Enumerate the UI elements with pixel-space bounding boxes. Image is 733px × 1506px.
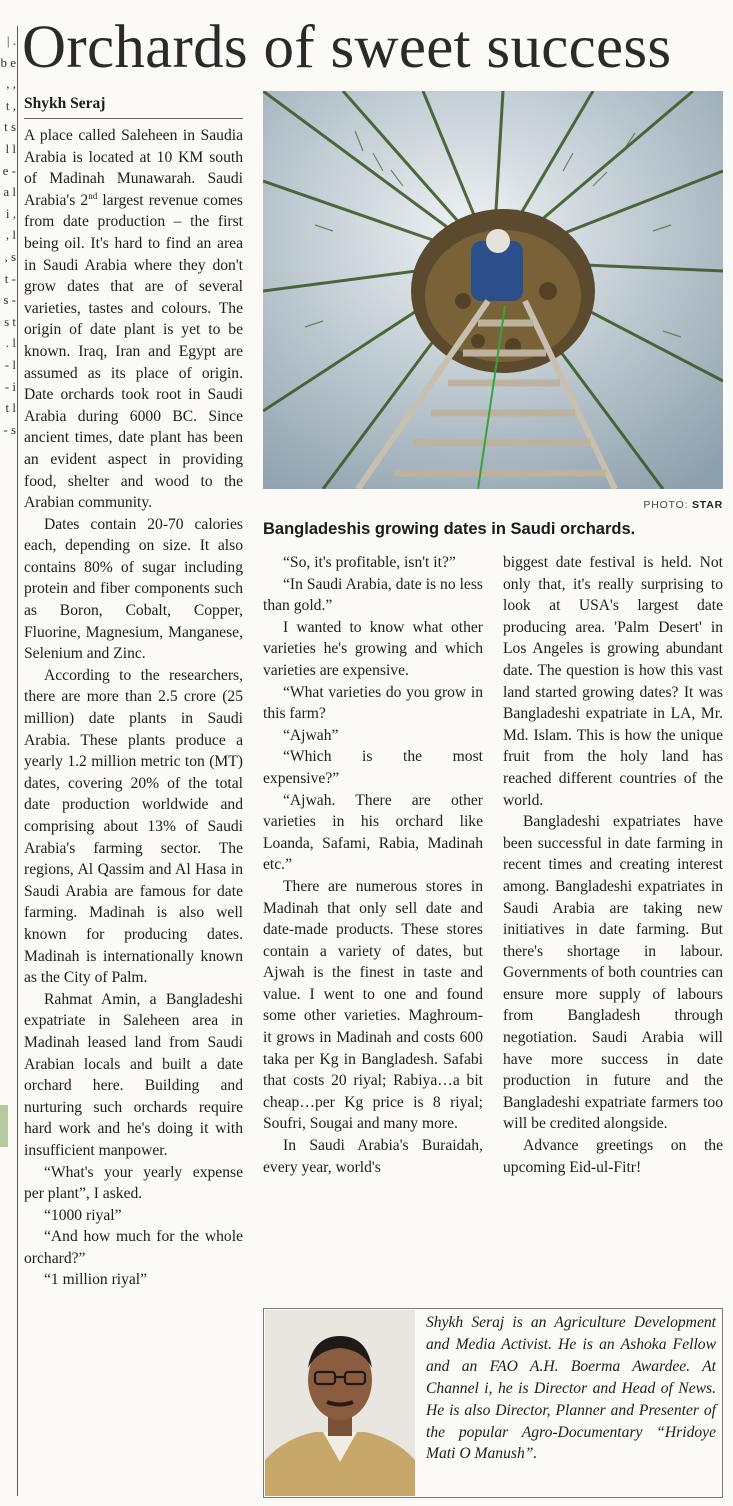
byline: Shykh Seraj [24, 95, 106, 112]
author-bio: Shykh Seraj is an Agriculture Development and Media Activist. He is an Ashoka Fellow and an FAO A.H. Boerma Awardee. At Channel i, he is Director and Head of News. He is also Director, Planner and Presenter of the popular Agro-Documentary “Hridoye Mati O Manush”. [426, 1314, 716, 1463]
adjacent-column-fragment: | . b e , , t , t s l l e - a l i , , l , s t - s - s t . l - l - i t l - s [0, 33, 16, 437]
article-column-1 [24, 125, 243, 1500]
paragraph: According to the researchers, there are more than 2.5 crore (25 million) date plants in Saudi Arabia. These plants produce a yearly 1.2 million metric ton (MT) dates, covering 20% of the total date production worldwide and comprising about 13% of Saudi Arabia's farming sector. The regions, Al Qassim and Al Hasa in Saudi Arabia are famous for date farming. Madinah is also well known for producing dates. Madinah is internationally known as the City of Palm. [24, 666, 243, 987]
column-divider [17, 26, 18, 1496]
author-portrait [265, 1310, 415, 1496]
palm-tree-ladder-photo [263, 91, 723, 489]
byline-rule [24, 118, 243, 119]
paragraph: “And how much for the whole orchard?” [24, 1228, 243, 1267]
paragraph: Rahmat Amin, a Bangladeshi expatriate in Saleheen area in Madinah leased land from Saudi Arabian locals and built a date orchard here. Building and nurturing such orchards require hard work and he's doing it with insufficient manpower. [24, 990, 243, 1159]
paragraph: A place called Saleheen in Saudia Arabia is located at 10 KM south of Madinah Munawarah. Saudi Arabia's 2nd largest revenue comes from date production – the first being oil. It's hard to find an area in Saudi Arabia where they don't grow dates that are of several varieties, tastes and colours. The origin of date plant is yet to be known. Iraq, Iran and Egypt are assumed as its place of origin. Date orchards took root in Saudi Arabia during 6000 BC. Since ancient times, date plant has been an evident aspect in providing food, shelter and wood to the Arabian community. [24, 127, 243, 512]
paragraph: Bangladeshi expatriates have been successful in date farming in recent times and creating interest among. Bangladeshi expatriates in Saudi Arabia are taking new initiatives in date farming. But there's shortage in labour. Governments of both countries can ensure more supply of labours from Bangladesh through negotiation. Saudi Arabia will have more success in date production in future and the Bangladeshi expatriate farmers too will be credited alongside. [503, 813, 723, 1133]
paragraph: There are numerous stores in Madinah that only sell date and date-made products. These stores contain a variety of dates, but Ajwah is the finest in taste and value. I went to one and found some other varieties. Maghroum- it grows in Madinah and costs 600 taka per Kg in Bangladesh. Safabi that costs 20 riyal; Rabiya…a bit cheap…per Kg price is 8 riyal; Soufri, Sougai and many more. [263, 877, 483, 1133]
photo-illustration [263, 91, 723, 489]
paragraph: I wanted to know what other varieties he's growing and which varieties are expensive. [263, 618, 483, 679]
paragraph: “What varieties do you grow in this farm? [263, 683, 483, 723]
article-column-3 [503, 552, 723, 1302]
photo-credit: PHOTO: STAR [643, 499, 723, 511]
paragraph: “Which is the most expensive?” [263, 748, 483, 787]
photo-caption: Bangladeshis growing dates in Saudi orchards. [263, 520, 636, 538]
paragraph: “1 million riyal” [44, 1271, 148, 1289]
paragraph: Advance greetings on the upcoming Eid-ul-Fitr! [503, 1137, 723, 1176]
adjacent-photo-fragment [0, 1105, 8, 1147]
paragraph: “What's your yearly expense per plant”, I asked. [24, 1163, 243, 1203]
paragraph: “In Saudi Arabia, date is no less than gold.” [263, 575, 483, 615]
paragraph: “1000 riyal” [44, 1206, 122, 1224]
paragraph: “Ajwah. There are other varieties in his orchard like Loanda, Safami, Rabia, Madinah etc.” [263, 791, 483, 874]
paragraph: Dates contain 20-70 calories each, depending on size. It also contains 80% of sugar including protein and fiber components such as Boron, Cobalt, Copper, Fluorine, Magnesium, Manganese, Selenium and Zinc. [24, 515, 243, 663]
article-column-2 [263, 552, 483, 1302]
paragraph: “Ajwah” [283, 726, 339, 744]
paragraph: biggest date festival is held. Not only that, it's really surprising to look at USA's largest date producing area. 'Palm Desert' in Los Angeles is growing abundant date. The question is how this vast land started growing dates? It was Bangladeshi expatriate in LA, Mr. Md. Islam. This is how the unique fruit from the holy land has reached different countries of the world. [503, 554, 723, 809]
paragraph: In Saudi Arabia's Buraidah, every year, world's [263, 1137, 483, 1176]
headline: Orchards of sweet success [22, 14, 672, 81]
portrait-illustration [265, 1310, 415, 1496]
paragraph: “So, it's profitable, isn't it?” [283, 554, 456, 571]
